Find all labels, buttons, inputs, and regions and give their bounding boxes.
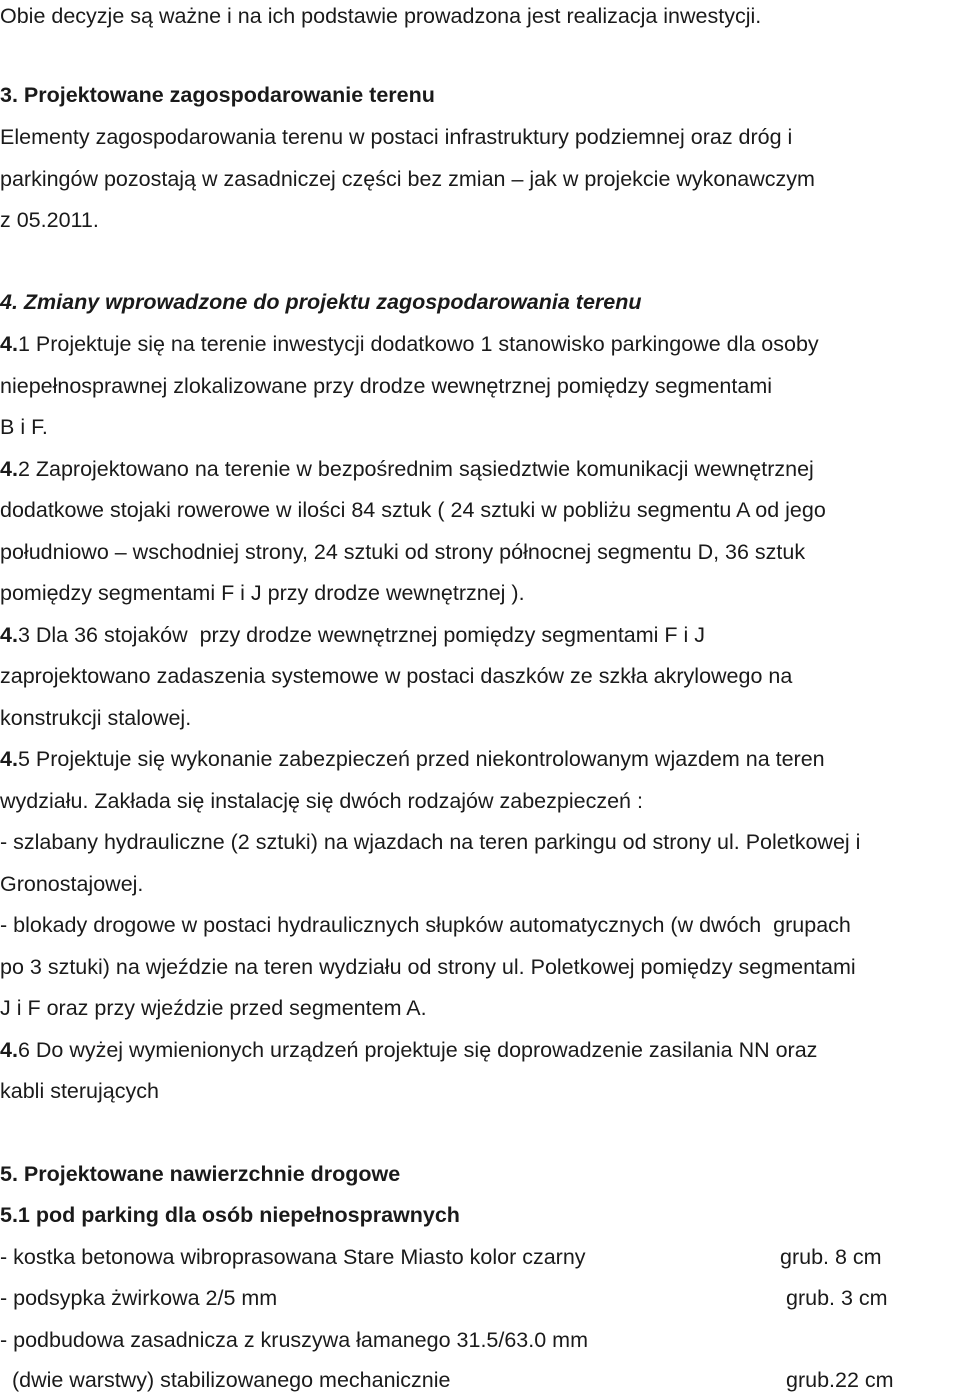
paragraph-4-5-line: Gronostajowej. — [0, 872, 144, 896]
layer-item-text: - kostka betonowa wibroprasowana Stare Miasto kolor czarny — [0, 1245, 586, 1269]
layer-item-thickness: grub.22 cm — [786, 1368, 894, 1392]
layer-item-text: - podsypka żwirkowa 2/5 mm — [0, 1286, 278, 1310]
paragraph-4-5-line: 4.5 Projektuje się wykonanie zabezpieczeń przed niekontrolowanym wjazdem na teren — [0, 747, 825, 771]
layer-item-text: - podbudowa zasadnicza z kruszywa łamanego 31.5/63.0 mm — [0, 1328, 588, 1352]
section-3-line: Elementy zagospodarowania terenu w postaci infrastruktury podziemnej oraz dróg i — [0, 125, 793, 149]
layer-item-thickness: grub. 8 cm — [780, 1245, 882, 1269]
paragraph-4-5-line: wydziału. Zakłada się instalację się dwóch rodzajów zabezpieczeń : — [0, 789, 643, 813]
paragraph-number: 4. — [0, 457, 18, 481]
paragraph-4-1-line: B i F. — [0, 415, 48, 439]
paragraph-4-5-line: J i F oraz przy wjeździe przed segmentem A. — [0, 996, 427, 1020]
paragraph-4-1-line: 4.1 Projektuje się na terenie inwestycji dodatkowo 1 stanowisko parkingowe dla osoby — [0, 332, 819, 356]
section-3-heading: 3. Projektowane zagospodarowanie terenu — [0, 83, 435, 107]
paragraph-4-2-line: 4.2 Zaprojektowano na terenie w bezpośrednim sąsiedztwie komunikacji wewnętrznej — [0, 457, 814, 481]
paragraph-4-5-line: - szlabany hydrauliczne (2 sztuki) na wjazdach na teren parkingu od strony ul. Poletkowej i — [0, 830, 861, 854]
paragraph-number: 4. — [0, 332, 18, 356]
section-5-1-heading: 5.1 pod parking dla osób niepełnosprawnych — [0, 1203, 460, 1227]
paragraph-4-5-line: po 3 sztuki) na wjeździe na teren wydziału od strony ul. Poletkowej pomiędzy segmentami — [0, 955, 856, 979]
intro-text: Obie decyzje są ważne i na ich podstawie prowadzona jest realizacja inwestycji. — [0, 4, 762, 28]
paragraph-4-6-line: kabli sterujących — [0, 1079, 159, 1103]
paragraph-4-5-line: - blokady drogowe w postaci hydraulicznych słupków automatycznych (w dwóch grupach — [0, 913, 851, 937]
paragraph-4-3-line: zaprojektowano zadaszenia systemowe w postaci daszków ze szkła akrylowego na — [0, 664, 793, 688]
paragraph-4-2-line: południowo – wschodniej strony, 24 sztuki od strony północnej segmentu D, 36 sztuk — [0, 540, 806, 564]
paragraph-4-6-line: 4.6 Do wyżej wymienionych urządzeń projektuje się doprowadzenie zasilania NN oraz — [0, 1038, 818, 1062]
layer-item-thickness: grub. 3 cm — [786, 1286, 888, 1310]
paragraph-number: 4. — [0, 747, 18, 771]
paragraph-number: 4. — [0, 1038, 18, 1062]
paragraph-4-2-line: pomiędzy segmentami F i J przy drodze wewnętrznej ). — [0, 581, 525, 605]
paragraph-4-3-line: konstrukcji stalowej. — [0, 706, 192, 730]
section-3-line: z 05.2011. — [0, 208, 99, 232]
section-5-heading: 5. Projektowane nawierzchnie drogowe — [0, 1162, 401, 1186]
layer-item-text: (dwie warstwy) stabilizowanego mechanicznie — [0, 1368, 451, 1392]
paragraph-4-2-line: dodatkowe stojaki rowerowe w ilości 84 sztuk ( 24 sztuki w pobliżu segmentu A od jego — [0, 498, 826, 522]
section-3-line: parkingów pozostają w zasadniczej części bez zmian – jak w projekcie wykonawczym — [0, 167, 815, 191]
paragraph-4-1-line: niepełnosprawnej zlokalizowane przy drodze wewnętrznej pomiędzy segmentami — [0, 374, 773, 398]
paragraph-4-3-line: 4.3 Dla 36 stojaków przy drodze wewnętrznej pomiędzy segmentami F i J — [0, 623, 706, 647]
section-4-heading: 4. Zmiany wprowadzone do projektu zagospodarowania terenu — [0, 290, 642, 314]
paragraph-number: 4. — [0, 623, 18, 647]
